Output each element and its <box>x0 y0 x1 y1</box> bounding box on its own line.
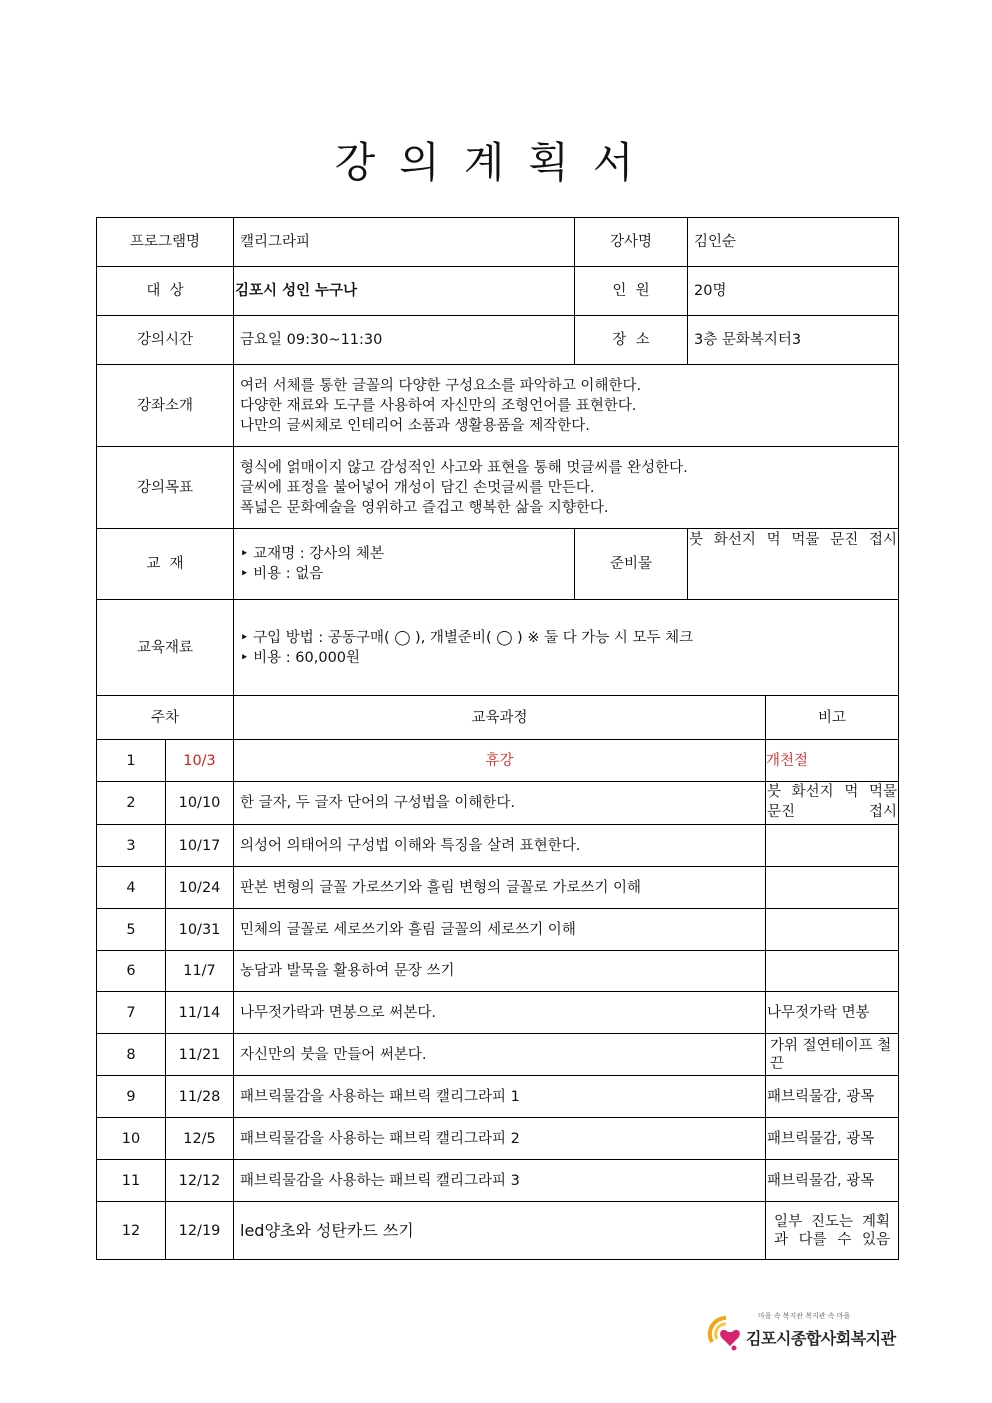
schedule-row <box>97 951 899 992</box>
week-course: 농담과 발묵을 활용하여 문장 쓰기 <box>234 951 766 992</box>
week-course: 패브릭물감을 사용하는 패브릭 캘리그라피 2 <box>234 1118 766 1160</box>
row-time <box>97 316 899 365</box>
week-course: 민체의 글꼴로 세로쓰기와 흘림 글꼴의 세로쓰기 이해 <box>234 909 766 951</box>
instructor-label: 강사명 <box>575 218 688 267</box>
target-label: 대 상 <box>97 267 234 316</box>
schedule-row <box>97 1076 899 1118</box>
textbook-label: 교 재 <box>97 529 234 600</box>
textbook-line: ‣ 비용 : 없음 <box>240 566 324 582</box>
row-goal <box>97 447 899 529</box>
row-materials <box>97 600 899 696</box>
time-value: 금요일 09:30~11:30 <box>234 316 575 365</box>
intro-line: 다양한 재료와 도구를 사용하여 자신만의 조형언어를 표현한다. <box>240 397 637 414</box>
program-label: 프로그램명 <box>97 218 234 267</box>
week-date: 10/24 <box>166 867 234 909</box>
page-title: 강의계획서 <box>334 138 658 187</box>
week-note: 패브릭물감, 광목 <box>766 1118 899 1160</box>
materials-text <box>234 600 899 696</box>
materials-line: ‣ 구입 방법 : 공동구매( ◯ ), 개별준비( ◯ ) ※ 둘 다 가능 시 모두 체크 <box>240 629 694 646</box>
intro-text <box>234 365 899 447</box>
schedule-row <box>97 992 899 1034</box>
week-date: 12/12 <box>166 1160 234 1202</box>
place-value: 3층 문화복지터3 <box>688 316 899 365</box>
header-note: 비고 <box>766 696 899 740</box>
schedule-row <box>97 909 899 951</box>
intro-line: 여러 서체를 통한 글꼴의 다양한 구성요소를 파악하고 이해한다. <box>240 377 642 394</box>
logo-name: 김포시종합사회복지관 <box>746 1329 896 1348</box>
week-course: led양초와 성탄카드 쓰기 <box>234 1202 766 1260</box>
schedule-row <box>97 1160 899 1202</box>
week-number: 9 <box>97 1076 166 1118</box>
week-date: 11/14 <box>166 992 234 1034</box>
schedule-row <box>97 782 899 825</box>
week-number: 7 <box>97 992 166 1034</box>
week-note <box>766 909 899 951</box>
week-date: 10/10 <box>166 782 234 825</box>
logo-tagline: 마을 속 복지관 복지관 속 마을 <box>758 1312 851 1320</box>
welfare-center-emblem-icon <box>706 1312 746 1356</box>
week-course: 자신만의 붓을 만들어 써본다. <box>234 1034 766 1076</box>
schedule-row <box>97 825 899 867</box>
header-week: 주차 <box>97 696 234 740</box>
schedule-header <box>97 696 899 740</box>
week-date: 12/19 <box>166 1202 234 1260</box>
week-number: 1 <box>97 740 166 782</box>
supplies-value: 붓 화선지 먹 먹물 문진 접시 <box>688 529 899 600</box>
week-note <box>766 825 899 867</box>
week-date: 10/31 <box>166 909 234 951</box>
week-date: 12/5 <box>166 1118 234 1160</box>
row-program <box>97 218 899 267</box>
row-textbook <box>97 529 899 600</box>
goal-label: 강의목표 <box>97 447 234 529</box>
header-course: 교육과정 <box>234 696 766 740</box>
week-date: 11/21 <box>166 1034 234 1076</box>
textbook-text <box>234 529 575 600</box>
week-note: 패브릭물감, 광목 <box>766 1076 899 1118</box>
intro-line: 나만의 글씨체로 인테리어 소품과 생활용품을 제작한다. <box>240 417 590 434</box>
lecture-plan-table <box>96 217 899 1260</box>
intro-label: 강좌소개 <box>97 365 234 447</box>
week-note: 가위 절연테이프 철끈 <box>766 1034 899 1076</box>
week-note: 일부 진도는 계획과 다를 수 있음 <box>766 1202 899 1260</box>
week-number: 8 <box>97 1034 166 1076</box>
welfare-center-logo <box>706 1308 898 1360</box>
week-note: 패브릭물감, 광목 <box>766 1160 899 1202</box>
place-label: 장 소 <box>575 316 688 365</box>
time-label: 강의시간 <box>97 316 234 365</box>
week-date: 10/17 <box>166 825 234 867</box>
instructor-value: 김인순 <box>688 218 899 267</box>
week-date: 11/28 <box>166 1076 234 1118</box>
program-value: 캘리그라피 <box>234 218 575 267</box>
row-intro <box>97 365 899 447</box>
goal-line: 폭넓은 문화예술을 영위하고 즐겁고 행복한 삶을 지향한다. <box>240 499 609 516</box>
week-number: 3 <box>97 825 166 867</box>
supplies-label: 준비물 <box>575 529 688 600</box>
textbook-line: ‣ 교재명 : 강사의 체본 <box>240 546 384 562</box>
week-date: 11/7 <box>166 951 234 992</box>
week-note <box>766 951 899 992</box>
week-number: 2 <box>97 782 166 825</box>
materials-label: 교육재료 <box>97 600 234 696</box>
week-course: 휴강 <box>234 740 766 782</box>
week-note <box>766 867 899 909</box>
goal-text <box>234 447 899 529</box>
goal-line: 형식에 얽매이지 않고 감성적인 사고와 표현을 통해 멋글씨를 완성한다. <box>240 459 688 476</box>
schedule-row <box>97 867 899 909</box>
capacity-value: 20명 <box>688 267 899 316</box>
goal-line: 글씨에 표정을 불어넣어 개성이 담긴 손멋글씨를 만든다. <box>240 479 595 496</box>
week-note: 붓 화선지 먹 먹물 문진 접시 <box>766 782 899 825</box>
schedule-row <box>97 1034 899 1076</box>
week-course: 패브릭물감을 사용하는 패브릭 캘리그라피 3 <box>234 1160 766 1202</box>
week-number: 6 <box>97 951 166 992</box>
capacity-label: 인 원 <box>575 267 688 316</box>
week-note: 개천절 <box>766 740 899 782</box>
materials-line: ‣ 비용 : 60,000원 <box>240 649 361 666</box>
week-course: 판본 변형의 글꼴 가로쓰기와 흘림 변형의 글꼴로 가로쓰기 이해 <box>234 867 766 909</box>
week-number: 12 <box>97 1202 166 1260</box>
week-course: 의성어 의태어의 구성법 이해와 특징을 살려 표현한다. <box>234 825 766 867</box>
week-course: 패브릭물감을 사용하는 패브릭 캘리그라피 1 <box>234 1076 766 1118</box>
week-date: 10/3 <box>166 740 234 782</box>
week-number: 5 <box>97 909 166 951</box>
schedule-row <box>97 1202 899 1260</box>
week-number: 4 <box>97 867 166 909</box>
week-course: 나무젓가락과 면봉으로 써본다. <box>234 992 766 1034</box>
week-number: 10 <box>97 1118 166 1160</box>
row-target <box>97 267 899 316</box>
week-note: 나무젓가락 면봉 <box>766 992 899 1034</box>
schedule-row <box>97 740 899 782</box>
week-course: 한 글자, 두 글자 단어의 구성법을 이해한다. <box>234 782 766 825</box>
week-number: 11 <box>97 1160 166 1202</box>
target-value: 김포시 성인 누구나 <box>234 267 575 316</box>
schedule-row <box>97 1118 899 1160</box>
